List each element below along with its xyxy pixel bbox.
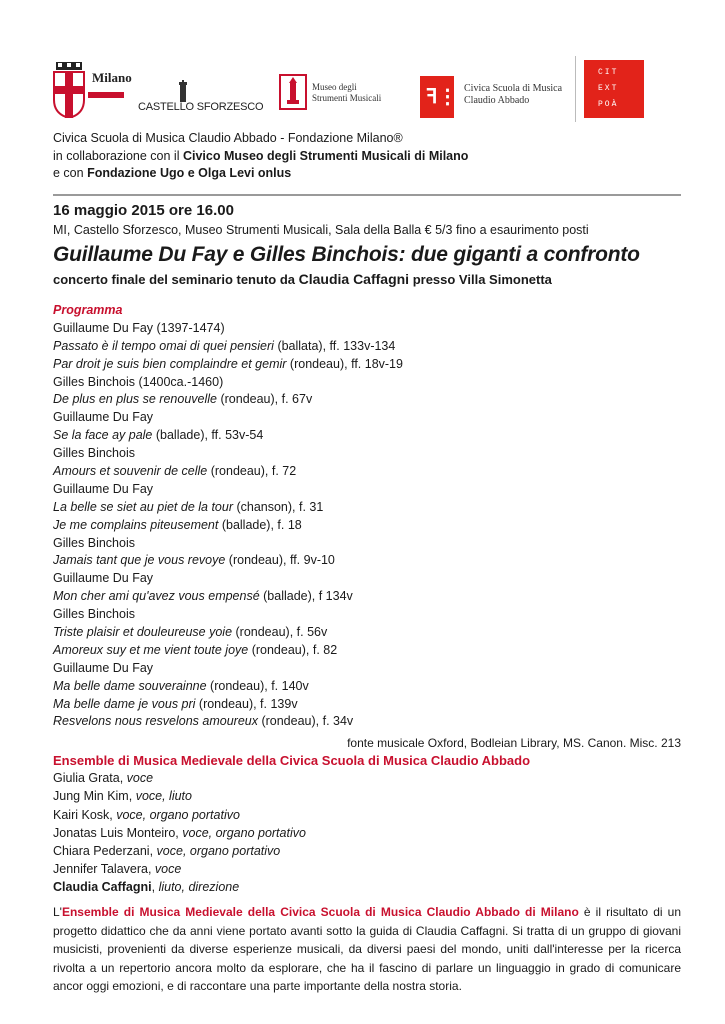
program-item xyxy=(53,374,403,392)
ensemble-member xyxy=(53,807,530,825)
program-item xyxy=(53,642,403,660)
program-item-detail: (rondeau), f. 34v xyxy=(261,714,354,729)
program-item-title: Je me complains piteusement xyxy=(53,517,219,532)
ensemble-heading: Ensemble di Musica Medievale della Civica Scuola di Musica Claudio Abbado xyxy=(53,753,531,768)
museo-logo-text xyxy=(312,82,381,104)
program-item-title: De plus en plus se renouvelle xyxy=(53,392,217,407)
collaboration-prefix: in collaborazione con il xyxy=(53,148,183,163)
program-item-detail: Guillaume Du Fay xyxy=(53,571,154,586)
program-item-title: Resvelons nous resvelons amoureux xyxy=(53,714,262,729)
collaboration-partner: Civico Museo degli Strumenti Musicali di Milano xyxy=(182,148,469,163)
member-name: Giulia Grata xyxy=(53,771,120,786)
civica-logo-mark xyxy=(420,76,458,118)
program-item-title: Se la face ay pale xyxy=(53,428,153,443)
program-item-title: Amoreux suy et me vient toute joye xyxy=(53,642,249,657)
ensemble-member xyxy=(53,879,530,897)
program-item-detail: (ballade), ff. 53v-54 xyxy=(152,428,264,443)
program-item-detail: (ballade), f 134v xyxy=(259,589,353,604)
event-subtitle xyxy=(53,269,640,290)
organizer-line: Civica Scuola di Musica Claudio Abbado - Fondazione Milano® xyxy=(53,131,403,145)
program-item-detail: (rondeau), f. 56v xyxy=(232,625,328,640)
program-item-title: Ma belle dame souverainne xyxy=(53,678,207,693)
member-name: Kairi Kosk xyxy=(53,807,110,822)
program-item-detail: Gilles Binchois (1400ca.-1460) xyxy=(53,374,224,389)
castello-tower-icon xyxy=(176,80,190,102)
program-item-title: Jamais tant que je vous revoye xyxy=(53,553,226,568)
program-list xyxy=(53,320,403,731)
program-item xyxy=(53,696,403,714)
program-item-title: La belle se siet au piet de la tour xyxy=(53,499,233,514)
member-name: Claudia Caffagni xyxy=(53,880,152,895)
member-separator: , xyxy=(151,880,159,895)
program-item-detail: Guillaume Du Fay xyxy=(53,660,154,675)
program-item xyxy=(53,588,403,606)
description-ensemble-name: Ensemble di Musica Medievale della Civica Scuola di Musica Claudio Abbado di Milano xyxy=(61,905,579,919)
civica-logo-line2: Claudio Abbado xyxy=(464,95,530,106)
citexpoa-line1: CIT xyxy=(598,68,619,77)
program-item xyxy=(53,499,403,517)
program-heading: Programma xyxy=(53,303,123,317)
event-date: 16 maggio 2015 ore 16.00 xyxy=(53,202,234,219)
program-item xyxy=(53,570,403,588)
program-item-title: Passato è il tempo omai di quei pensieri xyxy=(53,338,278,353)
header-divider xyxy=(53,194,681,196)
member-separator: , xyxy=(119,771,127,786)
program-item xyxy=(53,391,403,409)
milano-shield-logo xyxy=(52,62,86,118)
program-item-detail: Gilles Binchois xyxy=(53,607,135,622)
subtitle-suffix: presso Villa Simonetta xyxy=(409,272,552,287)
partner-line xyxy=(53,165,468,183)
ensemble-section xyxy=(53,752,530,898)
program-item xyxy=(53,463,403,481)
event-location: MI, Castello Sforzesco, Museo Strumenti Musicali, Sala della Balla € 5/3 fino a esaurimento posti xyxy=(53,223,589,237)
member-role: voce, organo portativo xyxy=(116,807,240,822)
civica-logo-text xyxy=(464,83,562,107)
citexpoa-line2: EXT xyxy=(598,84,619,93)
member-separator: , xyxy=(128,789,136,804)
program-item-detail: Guillaume Du Fay (1397-1474) xyxy=(53,320,225,335)
program-item-title: Triste plaisir et douleureuse yoie xyxy=(53,625,233,640)
program-item xyxy=(53,481,403,499)
program-item-title: Mon cher ami qu'avez vous empensé xyxy=(53,589,260,604)
member-role: voce, organo portativo xyxy=(182,825,306,840)
program-item-detail: (ballata), ff. 133v-134 xyxy=(277,338,396,353)
member-role: voce xyxy=(154,862,182,877)
ensemble-member xyxy=(53,843,530,861)
program-item xyxy=(53,535,403,553)
program-item-title: Par droit je suis bien complaindre et gemir xyxy=(53,356,287,371)
civica-glyph-icon: ꟻ⋮ xyxy=(426,86,458,108)
program-item-title: Ma belle dame je vous pri xyxy=(53,696,199,711)
collaboration-line xyxy=(53,148,468,166)
program-item xyxy=(53,445,403,463)
member-name: Jung Min Kim xyxy=(53,789,129,804)
member-role: liuto, direzione xyxy=(158,880,240,895)
museo-logo-line1: Museo degli xyxy=(312,82,357,92)
program-item xyxy=(53,678,403,696)
member-name: Jonatas Luis Monteiro xyxy=(53,825,176,840)
program-item-detail: Gilles Binchois xyxy=(53,446,135,461)
program-item xyxy=(53,624,403,642)
partner-name: Fondazione Ugo e Olga Levi onlus xyxy=(87,166,292,180)
ensemble-member xyxy=(53,770,530,788)
program-item xyxy=(53,606,403,624)
program-item xyxy=(53,517,403,535)
program-item-detail: (rondeau), f. 139v xyxy=(198,696,298,711)
citexpoa-logo xyxy=(584,60,644,118)
subtitle-prefix: concerto finale del seminario tenuto da xyxy=(53,272,299,287)
description-text: è il risultato di un progetto didattico che da anni viene portato avanti sotto la guida di Claudia Caffagni. Si tratta di un gruppo di giovani musicisti, provenienti da diverse esperienze musicali, da diversi paesi del mondo, uniti dall'interesse per la ricerca rivolta a un repertorio ancora molto da esplorare, che ha il fascino di parlare un linguaggio in grado di comunicare ancor oggi emozioni, e di raccontare una parte importante della nostra storia. xyxy=(53,905,681,993)
member-name: Jennifer Talavera xyxy=(53,862,148,877)
milano-red-band xyxy=(88,92,124,98)
program-section xyxy=(53,302,403,731)
civica-logo-line1: Civica Scuola di Musica xyxy=(464,83,563,94)
program-item xyxy=(53,356,403,374)
museo-building-icon xyxy=(281,76,305,108)
logo-bar xyxy=(0,0,725,130)
program-item-detail: (rondeau), f. 82 xyxy=(248,642,338,657)
description-lead: L' xyxy=(53,905,62,919)
program-item xyxy=(53,338,403,356)
organizer-block xyxy=(53,130,468,183)
program-item-detail: (rondeau), f. 140v xyxy=(206,678,309,693)
program-item-detail: Guillaume Du Fay xyxy=(53,410,154,425)
member-role: voce, liuto xyxy=(135,789,192,804)
program-item xyxy=(53,552,403,570)
program-item xyxy=(53,713,403,731)
program-item-detail: (ballade), f. 18 xyxy=(218,517,302,532)
event-block xyxy=(53,201,640,290)
member-separator: , xyxy=(147,862,155,877)
milano-logo-text: Milano xyxy=(92,70,132,85)
event-title: Guillaume Du Fay e Gilles Binchois: due giganti a confronto xyxy=(53,243,640,266)
program-item-detail: (rondeau), f. 67v xyxy=(217,392,313,407)
ensemble-description xyxy=(53,903,681,996)
member-name: Chiara Pederzani xyxy=(53,843,150,858)
program-item xyxy=(53,427,403,445)
member-separator: , xyxy=(149,843,157,858)
ensemble-member xyxy=(53,861,530,879)
program-item xyxy=(53,320,403,338)
program-item xyxy=(53,409,403,427)
member-separator: , xyxy=(175,825,183,840)
member-separator: , xyxy=(109,807,117,822)
partner-prefix: e con xyxy=(53,166,88,180)
program-item-title: Amours et souvenir de celle xyxy=(53,464,208,479)
member-list xyxy=(53,770,530,897)
citexpoa-line3: POÀ xyxy=(598,100,619,109)
museo-logo-line2: Strumenti Musicali xyxy=(312,93,382,103)
program-item-detail: (rondeau), f. 72 xyxy=(207,464,297,479)
subtitle-name: Claudia Caffagni xyxy=(298,271,410,287)
logo-divider xyxy=(575,56,576,122)
castello-logo-text: CASTELLO SFORZESCO xyxy=(138,101,264,113)
program-item-detail: (rondeau), ff. 18v-19 xyxy=(286,356,403,371)
program-item-detail: (rondeau), ff. 9v-10 xyxy=(225,553,335,568)
member-role: voce, organo portativo xyxy=(156,843,281,858)
museo-logo-mark xyxy=(279,74,307,110)
program-item-detail: (chanson), f. 31 xyxy=(232,499,324,514)
ensemble-member xyxy=(53,825,530,843)
ensemble-member xyxy=(53,788,530,806)
member-role: voce xyxy=(126,771,154,786)
program-item-detail: Gilles Binchois xyxy=(53,535,135,550)
source-note: fonte musicale Oxford, Bodleian Library, MS. Canon. Misc. 213 xyxy=(347,736,681,750)
program-item xyxy=(53,660,403,678)
program-item-detail: Guillaume Du Fay xyxy=(53,481,154,496)
